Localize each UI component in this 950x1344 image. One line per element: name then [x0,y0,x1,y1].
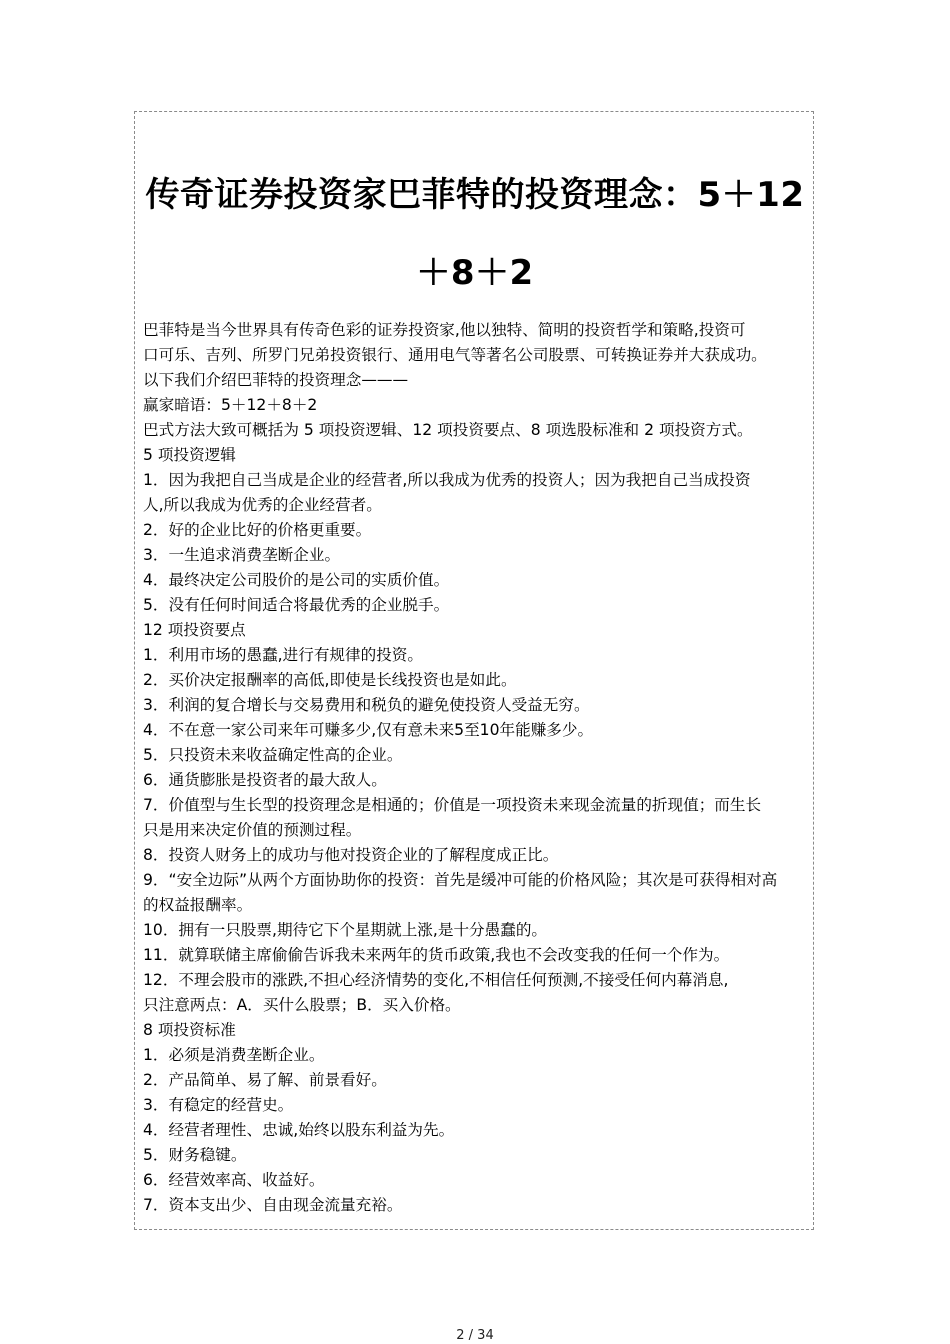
text-line: 3．利润的复合增长与交易费用和税负的避免使投资人受益无穷。 [143,696,590,714]
text-line: 3．有稳定的经营史。 [143,1096,294,1114]
section-heading: 5 项投资逻辑 [143,446,236,464]
text-line: 5．财务稳键。 [143,1146,247,1164]
section-heading: 8 项投资标准 [143,1021,236,1039]
text-line: 巴式方法大致可概括为 5 项投资逻辑、12 项投资要点、8 项选股标准和 2 项投资方式。 [143,421,753,439]
text-line: 3．一生追求消费垄断企业。 [143,546,341,564]
text-line: 1．利用市场的愚蠢,进行有规律的投资。 [143,646,423,664]
text-line: 的权益报酬率。 [143,896,253,914]
text-line: 8．投资人财务上的成功与他对投资企业的了解程度成正比。 [143,846,559,864]
text-line: 7．价值型与生长型的投资理念是相通的；价值是一项投资未来现金流量的折现值；而生长 [143,796,762,814]
text-line: 1．因为我把自己当成是企业的经营者,所以我成为优秀的投资人；因为我把自己当成投资 [143,471,751,489]
text-line: 以下我们介绍巴菲特的投资理念——— [143,371,409,389]
text-line: 口可乐、吉列、所罗门兄弟投资银行、通用电气等著名公司股票、可转换证券并大获成功。 [143,346,767,364]
text-line: 4．经营者理性、忠诚,始终以股东利益为先。 [143,1121,455,1139]
text-line: 12．不理会股市的涨跌,不担心经济情势的变化,不相信任何预测,不接受任何内幕消息, [143,971,729,989]
text-line: 6．经营效率高、收益好。 [143,1171,325,1189]
text-line: 只是用来决定价值的预测过程。 [143,821,362,839]
page-number: 2 / 34 [456,1328,494,1343]
title-line-2: ＋8＋2 [416,253,534,293]
text-line: 人,所以我成为优秀的企业经营者。 [143,496,382,514]
text-line: 4．不在意一家公司来年可赚多少,仅有意未来5至10年能赚多少。 [143,721,594,739]
page-title [135,156,815,312]
text-line: 只注意两点：A．买什么股票；B．买入价格。 [143,996,461,1014]
page-frame [134,111,814,1230]
text-line: 10．拥有一只股票,期待它下个星期就上涨,是十分愚蠢的。 [143,921,548,939]
text-line: 2．买价决定报酬率的高低,即使是长线投资也是如此。 [143,671,517,689]
text-line: 7．资本支出少、自由现金流量充裕。 [143,1196,403,1214]
text-line: 2．产品简单、易了解、前景看好。 [143,1071,387,1089]
text-line: 赢家暗语：5＋12＋8＋2 [143,396,318,414]
text-line: 6．通货膨胀是投资者的最大敌人。 [143,771,387,789]
text-line: 巴菲特是当今世界具有传奇色彩的证券投资家,他以独特、简明的投资哲学和策略,投资可 [143,321,746,339]
text-line: 2．好的企业比好的价格更重要。 [143,521,372,539]
text-line: 1．必须是消费垄断企业。 [143,1046,325,1064]
title-line-1: 传奇证券投资家巴菲特的投资理念：5＋12 [145,175,805,215]
text-line: 5．只投资未来收益确定性高的企业。 [143,746,403,764]
text-line: 11．就算联储主席偷偷告诉我未来两年的货币政策,我也不会改变我的任何一个作为。 [143,946,730,964]
body-text [143,318,813,1218]
text-line: 9．“安全边际”从两个方面协助你的投资：首先是缓冲可能的价格风险；其次是可获得相对高 [143,871,778,889]
text-line: 4．最终决定公司股价的是公司的实质价值。 [143,571,450,589]
section-heading: 12 项投资要点 [143,621,246,639]
text-line: 5．没有任何时间适合将最优秀的企业脱手。 [143,596,450,614]
